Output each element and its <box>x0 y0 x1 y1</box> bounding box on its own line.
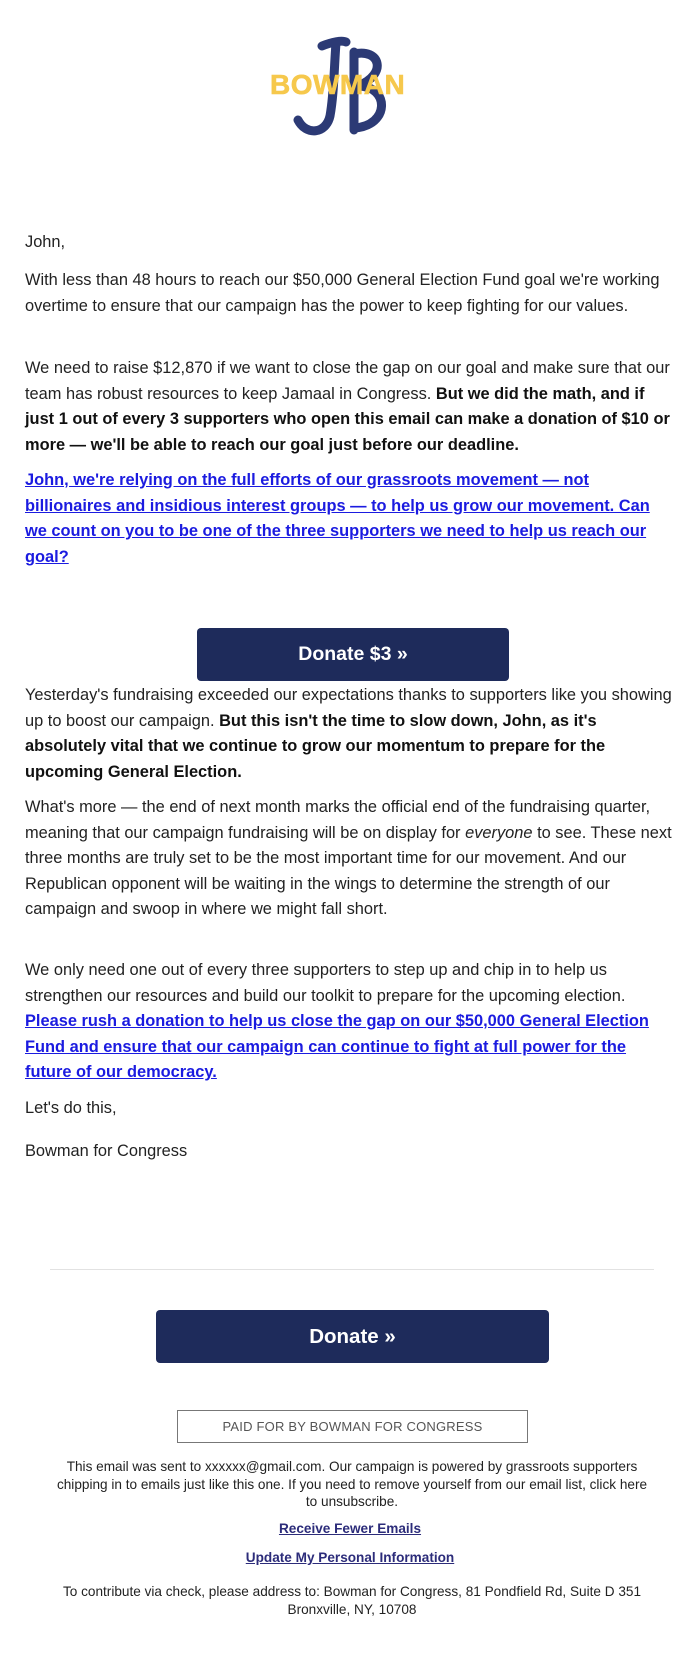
donation-link[interactable]: Please rush a donation to help us close the gap on our $50,000 General Election Fund and ensure that our campaign can continue to fight at full power for the future of our democracy. <box>25 1012 649 1081</box>
divider <box>50 1269 654 1270</box>
paragraph-3-text: Yesterday's fundraising exceeded our expectations thanks to supporters like you showing up to boost our campaign. <box>25 686 672 730</box>
donate-button[interactable]: Donate » <box>156 1310 549 1363</box>
paragraph-3 <box>25 683 675 785</box>
bowman-logo <box>250 34 450 144</box>
logo-text: BOWMAN <box>270 69 406 100</box>
donate-3-button[interactable]: Donate $3 » <box>197 628 509 681</box>
paragraph-5 <box>25 958 675 1086</box>
receive-fewer-emails-link[interactable]: Receive Fewer Emails <box>278 1521 422 1536</box>
paragraph-4-text-a: What's more — the end of next month marks the official end of the fundraising quarter, meaning that our campaign fundraising will be on display for <box>25 798 651 842</box>
paragraph-4-italic: everyone <box>465 823 533 842</box>
paid-for-disclaimer: PAID FOR BY BOWMAN FOR CONGRESS <box>177 1410 528 1443</box>
paragraph-2 <box>25 356 675 458</box>
paragraph-link-1 <box>25 468 675 570</box>
footer-disclaimer: This email was sent to xxxxxx@gmail.com. Our campaign is powered by grassroots supporters chipping in to emails just like this one. If you need to remove yourself from our email list, click here to unsubscribe. <box>56 1459 648 1509</box>
paragraph-1: With less than 48 hours to reach our $50,000 General Election Fund goal we're working overtime to ensure that our campaign has the power to keep fighting for our values. <box>25 271 660 315</box>
footer-address-line-2: Bronxville, NY, 10708 <box>287 1602 417 1617</box>
signature: Bowman for Congress <box>25 1142 188 1160</box>
paragraph-4 <box>25 795 675 923</box>
paragraph-2-bold: But we did the math, and if just 1 out of every 3 supporters who open this email can make a donation of $10 or more — we'll be able to reach our goal just before our deadline. <box>25 384 670 454</box>
paragraph-5-text: We only need one out of every three supporters to step up and chip in to help us strengthen our resources and build our toolkit to prepare for the upcoming election. <box>25 961 626 1005</box>
update-personal-info-link[interactable]: Update My Personal Information <box>245 1550 455 1565</box>
signoff: Let's do this, <box>25 1099 117 1117</box>
paragraph-4-text-b: to see. These next three months are truly set to be the most important time for our movement. And our Republican opponent will be waiting in the wings to determine the strength of our campaign and swoop in where we might fall short. <box>25 823 672 918</box>
footer-address-line-1: To contribute via check, please address to: Bowman for Congress, 81 Pondfield Rd, Suite D 351 <box>62 1584 642 1599</box>
paragraph-3-bold: But this isn't the time to slow down, John, as it's absolutely vital that we continue to grow our momentum to prepare for the upcoming General Election. <box>25 711 606 781</box>
greeting: John, <box>25 233 66 251</box>
paragraph-2-text: We need to raise $12,870 if we want to close the gap on our goal and make sure that our team has robust resources to keep Jamaal in Congress. <box>25 359 670 403</box>
jb-monogram-icon <box>250 34 450 144</box>
grassroots-link[interactable]: John, we're relying on the full efforts of our grassroots movement — not billionaires and insidious interest groups — to help us grow our movement. Can we count on you to be one of the three supporters we need to help us reach our goal? <box>25 471 650 566</box>
